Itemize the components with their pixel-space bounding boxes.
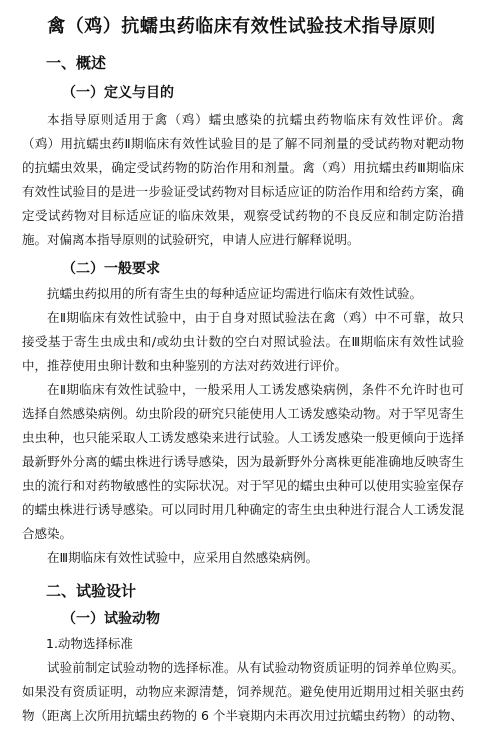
subsection-heading-animals: （一）试验动物 [62,611,160,627]
document-title: 禽（鸡）抗蠕虫药临床有效性试验技术指导原则 [47,16,436,37]
paragraph-general-3: 在Ⅱ期临床有效性试验中，一般采用人工诱发感染病例，条件不允许时也可选择自然感染病例。幼虫阶段的研究只能使用人工诱发感染动物。对于罕见寄生虫虫种，也只能采取人工诱发感染来进行试验。人工诱发感染一般更倾向于选择最新野外分离的蠕虫株进行诱导感染，因为最新野外分离株更能准确地反映寄生虫的流行和对药物敏感性的实际状况。对于罕见的蠕虫虫种可以使用实验室保存的蠕虫株进行诱导感染。可以同时用几种确定的寄生虫虫种进行混合人工诱发混合感染。 [22,382,464,541]
paragraph-general-4: 在Ⅲ期临床有效性试验中，应采用自然感染病例。 [47,550,319,565]
section-heading-design: 二、试验设计 [46,582,137,600]
subsection-heading-definition: （一）定义与目的 [62,85,174,101]
subsection-heading-general: （二）一般要求 [62,261,160,277]
paragraph-general-2: 在Ⅱ期临床有效性试验中，由于自身对照试验法在禽（鸡）中不可靠，故只接受基于寄生虫成虫和/或幼虫计数的空白对照试验法。在Ⅲ期临床有效性试验中，推荐使用虫卵计数和虫种鉴别的方法对药效进行评价。 [22,310,464,373]
item-heading-selection: 1.动物选择标准 [46,636,133,651]
paragraph-definition: 本指导原则适用于禽（鸡）蠕虫感染的抗蠕虫药物临床有效性评价。禽（鸡）用抗蠕虫药Ⅱ期临床有效性试验目的是了解不同剂量的受试药物对靶动物的抗蠕虫效果，确定受试药物的防治作用和剂量。禽（鸡）用抗蠕虫药Ⅲ期临床有效性试验目的是进一步验证受试药物对目标适应证的防治作用和给药方案，确定受试药物对目标适应证的临床效果，观察受试药物的不良反应和制定防治措施。对偏离本指导原则的试验研究，申请人应进行解释说明。 [22,112,464,247]
paragraph-general-1: 抗蠕虫药拟用的所有寄生虫的每种适应证均需进行临床有效性试验。 [47,286,423,301]
paragraph-selection: 试验前制定试验动物的选择标准。从有试验动物资质证明的饲养单位购买。如果没有资质证明，动物应来源清楚，饲养规范。避免使用近期用过相关驱虫药物（距离上次所用抗蠕虫药物的 6 个半衰期内未再次用过抗蠕虫药物）的动物、 [22,660,464,723]
section-heading-overview: 一、概述 [46,54,107,72]
